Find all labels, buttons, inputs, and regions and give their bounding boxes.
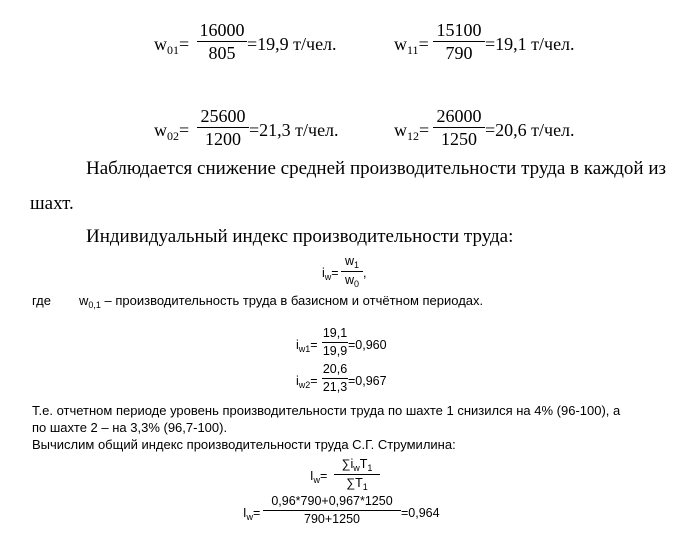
subscript: w2 [298,380,311,390]
formula-w02 [154,100,364,156]
formula-Iw-calculation [243,494,463,530]
formula-w11 [394,14,604,70]
denominator: 790+1250 [304,512,360,526]
fraction [197,20,247,63]
result: =19,9 т/чел. [247,34,337,54]
denominator: 1200 [205,129,241,149]
formula-w01 [154,14,354,70]
text-conclusion-line1: Т.е. отчетном периоде уровень производительности труда по шахте 1 снизился на 4% (96-100), а [32,403,621,418]
equals-sign: = [252,506,261,520]
equals-sign: = [179,34,190,54]
formula-iw1 [296,326,416,362]
fraction [322,362,348,395]
formula-w12 [394,100,604,156]
symbol-I: I [243,506,247,520]
denominator: 1250 [441,129,477,149]
denominator: 21,3 [322,380,348,394]
paragraph-decline-line2: шахт. [30,193,74,214]
result: =19,1 т/чел. [485,34,575,54]
symbol-i: i [296,374,299,388]
fraction-bar [334,474,380,475]
numerator: 25600 [200,106,246,126]
equals-sign: = [419,120,430,140]
paragraph-individual-index: Индивидуальный индекс производительности труда: [86,226,514,247]
subscript: w [324,272,332,282]
subscript: 02 [167,129,179,143]
result: =0,960 [348,338,387,352]
formula-Iw-general [310,457,400,493]
definition-text: – производительность труда в базисном и отчётном периодах. [100,293,484,308]
equals-sign: = [179,120,190,140]
numerator: 0,96*790+0,967*1250 [271,494,393,508]
sigma-icon: ∑ [346,476,356,490]
symbol-T: T [355,476,363,490]
symbol-w: w [154,34,167,54]
fraction [341,254,363,289]
subscript: 1 [354,260,360,270]
text-conclusion-line2: по шахте 2 – на 3,3% (96,7-100). [32,420,228,435]
formula-iw2 [296,362,416,398]
equals-sign: = [310,374,318,388]
fraction [433,106,485,149]
equals-sign: = [331,266,339,280]
result: =20,6 т/чел. [485,120,575,140]
paragraph-decline-line1: Наблюдается снижение средней производительности труда в каждой из [86,158,667,179]
numerator: 26000 [436,106,482,126]
symbol-i: i [322,266,325,280]
equals-sign: = [310,338,318,352]
denominator: 805 [208,43,236,63]
symbol-I: I [310,469,314,483]
subscript: 01 [167,43,179,57]
subscript: w1 [298,344,311,354]
result: =21,3 т/чел. [249,120,339,140]
fraction [334,457,380,492]
numerator: 20,6 [322,362,348,376]
fraction-bar [322,378,348,379]
subscript: 0 [354,279,360,289]
fraction-bar [197,41,247,42]
symbol-i: i [350,457,354,471]
fraction [322,326,348,359]
fraction-bar [322,342,348,343]
fraction-bar [197,127,249,128]
symbol-w: w [394,34,407,54]
subscript: 1 [367,463,373,473]
numerator: 16000 [199,20,245,40]
symbol-w: w [79,293,89,308]
symbol-w: w [394,120,407,140]
subscript: 0,1 [88,300,101,310]
numerator: 19,1 [322,326,348,340]
denominator: 790 [445,43,473,63]
fraction-bar [433,127,485,128]
denominator: 19,9 [322,344,348,358]
fraction [433,20,485,63]
numerator: w [344,254,354,268]
where-line [32,293,51,308]
equals-sign: = [319,469,328,483]
fraction-bar [263,510,401,511]
subscript: 1 [362,482,368,492]
subscript: w [313,475,320,485]
result: =0,964 [401,506,440,520]
subscript: w [246,512,253,522]
sigma-icon: ∑ [341,457,351,471]
denominator: w [344,273,354,287]
fraction [263,494,401,527]
subscript: 11 [407,43,419,57]
fraction [197,106,249,149]
comma: , [363,266,367,280]
formula-iw [322,254,402,292]
where-label: где [32,293,51,308]
fraction-bar [341,271,363,272]
where-definition [79,293,483,308]
symbol-w: w [154,120,167,140]
text-calculate-general-index: Вычислим общий индекс производительности труда С.Г. Струмилина: [32,437,456,452]
fraction-bar [433,41,485,42]
symbol-i: i [296,338,299,352]
result: =0,967 [348,374,387,388]
equals-sign: = [418,34,429,54]
numerator: 15100 [436,20,482,40]
subscript: w [353,463,360,473]
symbol-T: T [359,457,368,471]
subscript: 12 [407,129,419,143]
